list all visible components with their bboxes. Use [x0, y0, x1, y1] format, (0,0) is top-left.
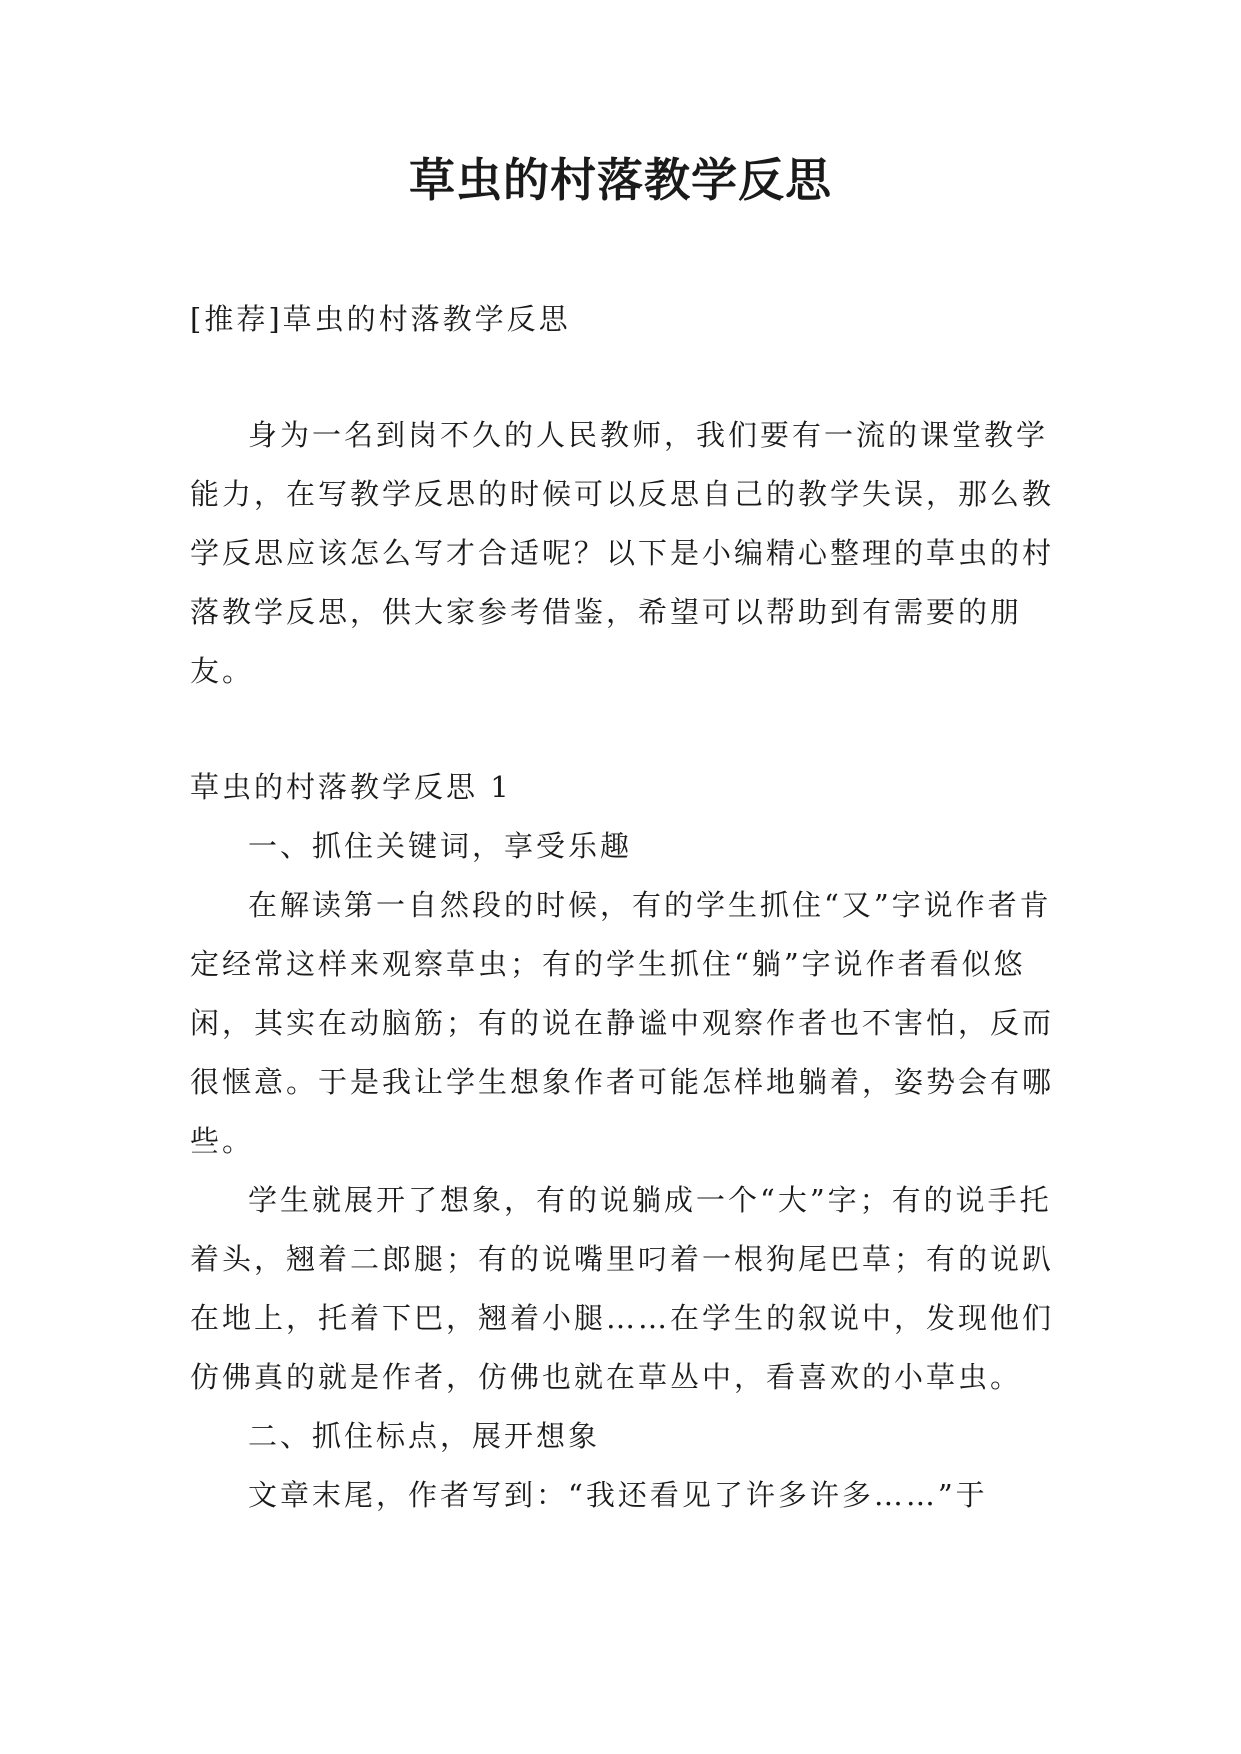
section-heading-2: 二、抓住标点，展开想象: [248, 1419, 601, 1453]
document-body: [190, 290, 1060, 1525]
body-paragraph-3: 文章末尾，作者写到：“我还看见了许多许多……”于: [248, 1478, 988, 1512]
document-title: 草虫的村落教学反思: [409, 153, 832, 207]
body-paragraph-2: 学生就展开了想象，有的说躺成一个“大”字；有的说手托着头，翘着二郎腿；有的说嘴里叼着一根狗尾巴草；有的说趴在地上，托着下巴，翘着小腿……在学生的叙说中，发现他们仿佛真的就是作者，仿佛也就在草丛中，看喜欢的小草虫。: [190, 1183, 1055, 1394]
intro-paragraph: 身为一名到岗不久的人民教师，我们要有一流的课堂教学能力，在写教学反思的时候可以反思自己的教学失误，那么教学反思应该怎么写才合适呢？以下是小编精心整理的草虫的村落教学反思，供大家参考借鉴，希望可以帮助到有需要的朋友。: [190, 418, 1055, 688]
body-paragraph-1: 在解读第一自然段的时候，有的学生抓住“又”字说作者肯定经常这样来观察草虫；有的学生抓住“躺”字说作者看似悠闲，其实在动脑筋；有的说在静谧中观察作者也不害怕，反而很惬意。于是我让学生想象作者可能怎样地躺着，姿势会有哪些。: [190, 888, 1055, 1158]
section-heading-1: 一、抓住关键词，享受乐趣: [248, 829, 633, 863]
document-subtitle: [推荐]草虫的村落教学反思: [190, 302, 571, 336]
section-title: 草虫的村落教学反思 1: [190, 770, 512, 804]
